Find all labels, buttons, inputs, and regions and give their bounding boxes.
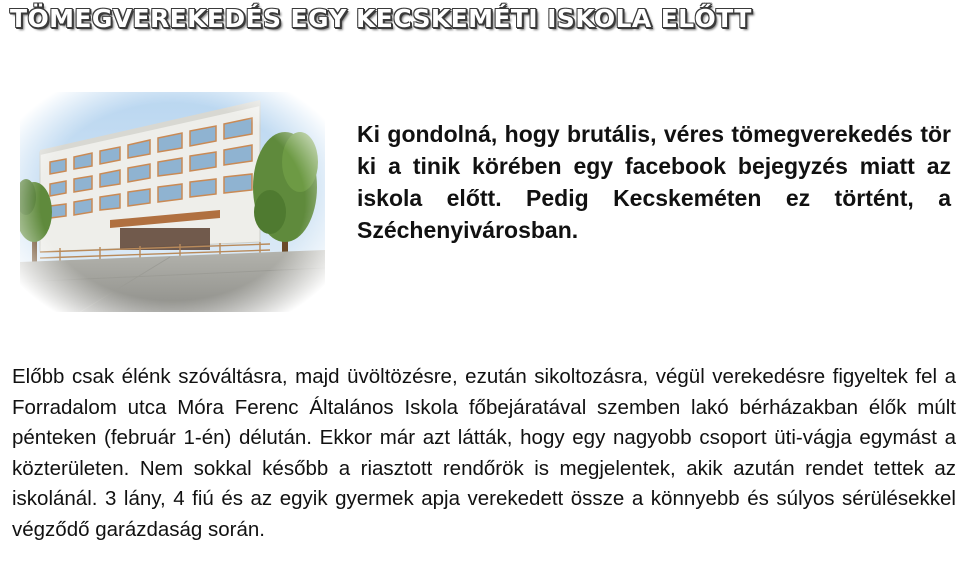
article-body: Előbb csak élénk szóváltásra, majd üvöltözésre, ezután sikoltozásra, végül verekedésre figyeltek fel a Forradalom utca Móra Ferenc Általános Iskola főbejáratával szemben lakó bérházakban élők múlt pénteken (február 1-én) délután. Ekkor már azt látták, hogy egy nagyobb csoport üti-vágja egymást a közterületen. Nem sokkal később a riasztott rendőrök is megjelentek, akik azután rendet tettek az iskolánál. 3 lány, 4 fiú és az egyik gyermek apja verekedett össze a könnyebb és súlyos sérülésekkel végződő garázdaság során. xyxy=(12,365,956,541)
article-headline: TÖMEGVEREKEDÉS EGY KECSKEMÉTI ISKOLA ELŐTT xyxy=(10,4,752,33)
school-photo xyxy=(20,92,325,312)
school-building-illustration xyxy=(20,92,325,312)
article-lead: Ki gondolná, hogy brutális, véres tömegverekedés tör ki a tinik körében egy facebook bejegyzés miatt az iskola előtt. Pedig Kecskeméten ez történt, a Széchenyivárosban. xyxy=(357,121,951,243)
